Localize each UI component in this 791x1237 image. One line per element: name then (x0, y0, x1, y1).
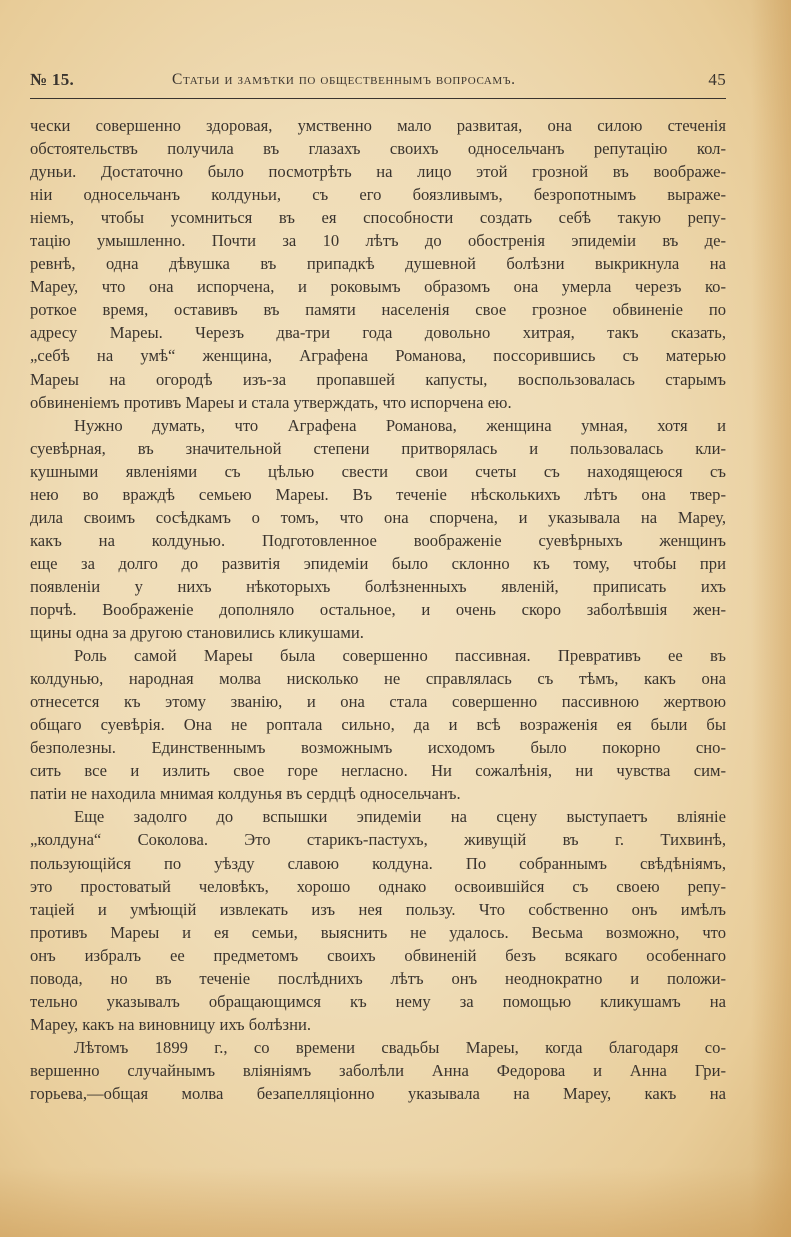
text-line: нею во враждѣ семьею Мареы. Въ теченіе нѣсколькихъ лѣтъ она твер- (30, 484, 726, 504)
text-line: горьева,—общая молва безапелляціонно указывала на Мареу, какъ на (30, 1083, 726, 1103)
text-line: порчѣ. Воображеніе дополняло остальное, и очень скоро заболѣвшія жен- (30, 599, 726, 619)
text-line: онъ избралъ ее предметомъ своихъ обвиненій безъ всякаго особеннаго (30, 945, 726, 965)
text-line: адресу Мареы. Черезъ два-три года довольно хитрая, такъ сказать, (30, 323, 726, 343)
page-edge-shadow-bottom (0, 1167, 791, 1237)
text-line: щины одна за другою становились кликушами. (30, 623, 364, 643)
text-line: таціей и умѣющій извлекать изъ нея пользу. Что собственно онъ имѣлъ (30, 899, 726, 919)
article-body (30, 114, 726, 1105)
text-line: „колдуна“ Соколова. Это старикъ-пастухъ, живущій въ г. Тихвинѣ, (30, 830, 726, 850)
text-line: еще за долго до развитія эпидеміи было склонно къ тому, чтобы при (30, 553, 726, 573)
text-line: Нужно думать, что Аграфена Романова, женщина умная, хотя и (74, 415, 726, 435)
text-line: ніемъ, чтобы усомниться въ ея способности создать себѣ такую репу- (30, 208, 726, 228)
text-line: обстоятельствъ получила въ глазахъ своихъ односельчанъ репутацію кол- (30, 139, 726, 159)
text-line: Мареу, какъ на виновницу ихъ болѣзни. (30, 1014, 312, 1034)
text-line: повода, но въ теченіе послѣднихъ лѣтъ онъ неоднократно и положи- (30, 968, 726, 988)
text-line: тацію умышленно. Почти за 10 лѣтъ до обостренія эпидеміи въ де- (30, 231, 726, 251)
page-number: 45 (708, 70, 726, 89)
text-line: ревнѣ, одна дѣвушка въ припадкѣ душевной болѣзни выкрикнула на (30, 254, 726, 274)
text-line: безполезны. Единственнымъ возможнымъ исходомъ было покорно сно- (30, 738, 726, 758)
text-line: дуньи. Достаточно было посмотрѣть на лицо этой грозной въ воображе- (30, 162, 726, 182)
text-line: это простоватый человѣкъ, хорошо однако освоившійся съ своею репу- (30, 876, 726, 896)
text-line: какъ на колдунью. Подготовленное воображеніе суевѣрныхъ женщинъ (30, 530, 726, 550)
text-line: роткое время, оставивъ въ памяти населенія свое грозное обвиненіе по (30, 300, 726, 320)
text-line: ніи односельчанъ колдуньи, съ его боязливымъ, безропотнымъ выраже- (30, 185, 726, 205)
text-line: вершенно случайнымъ вліяніямъ заболѣли Анна Федорова и Анна Гри- (30, 1060, 726, 1080)
text-line: кушными явленіями съ цѣлью свести свои счеты съ находящеюся съ (30, 461, 726, 481)
text-line: общаго суевѣрія. Она не роптала сильно, да и всѣ возраженія ея были бы (30, 715, 726, 735)
text-line: колдунью, народная молва нисколько не справлялась съ тѣмъ, какъ она (30, 669, 726, 689)
text-line: Мареу, что она испорчена, и роковымъ образомъ она умерла черезъ ко- (30, 277, 726, 297)
text-line: пользующійся по уѣзду славою колдуна. По собраннымъ свѣдѣніямъ, (30, 853, 726, 873)
text-line: чески совершенно здоровая, умственно мало развитая, она силою стеченія (30, 116, 726, 135)
text-line: сить все и излить свое горе негласно. Ни сожалѣнія, ни чувства сим- (30, 761, 726, 781)
text-line: обвиненіемъ противъ Мареы и стала утверждать, что испорчена ею. (30, 392, 512, 412)
text-line: Еще задолго до вспышки эпидеміи на сцену выступаетъ вліяніе (74, 807, 726, 827)
text-line: дила своимъ сосѣдкамъ о томъ, что она спорчена, и указывала на Мареу, (30, 507, 726, 527)
text-line: патіи не находила мнимая колдунья въ сердцѣ односельчанъ. (30, 784, 461, 804)
text-line: Мареы на огородѣ изъ-за пропавшей капусты, воспользовалась старымъ (30, 369, 726, 389)
text-line: суевѣрная, въ значительной степени притворялась и пользовалась кли- (30, 438, 726, 458)
text-line: тельно указывалъ обращающимся къ нему за помощью кликушамъ на (30, 991, 726, 1011)
section-title: Статьи и замѣтки по общественнымъ вопросамъ. (172, 71, 516, 88)
text-line: отнесется къ этому званію, и она стала совершенно пассивною жертвою (30, 692, 726, 712)
text-line: Роль самой Мареы была совершенно пассивная. Превративъ ее въ (74, 646, 726, 666)
text-line: „себѣ на умѣ“ женщина, Аграфена Романова, поссорившись съ матерью (30, 346, 726, 366)
page-edge-shadow-right (751, 0, 791, 1237)
text-line: противъ Мареы и ея семьи, выяснить не удалось. Весьма возможно, что (30, 922, 726, 942)
text-line: появленіи у нихъ нѣкоторыхъ болѣзненныхъ явленій, приписать ихъ (30, 576, 726, 596)
issue-number: № 15. (30, 70, 75, 89)
header-rule (30, 98, 726, 99)
text-line: Лѣтомъ 1899 г., со времени свадьбы Мареы, когда благодаря со- (74, 1037, 726, 1057)
running-header (30, 70, 726, 92)
